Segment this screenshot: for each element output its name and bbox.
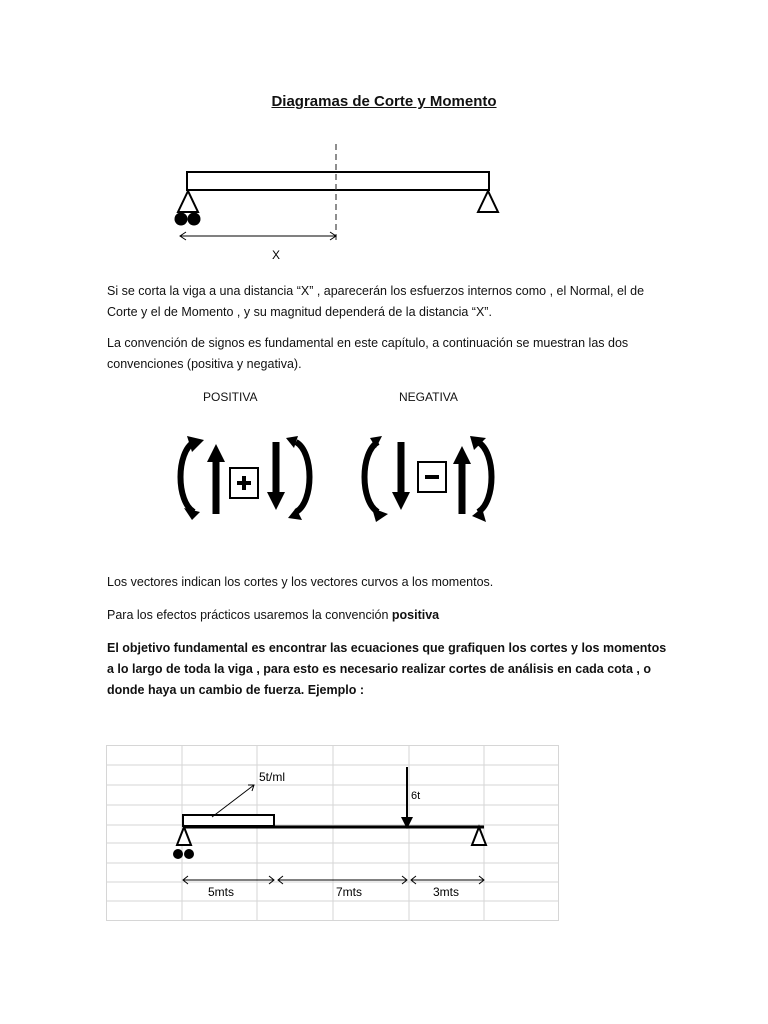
grid	[106, 745, 559, 921]
pin-support-right	[478, 191, 498, 212]
distributed-load-label: 5t/ml	[259, 770, 286, 784]
moment-arc-right	[478, 442, 492, 512]
pin-roller-support-left	[175, 191, 201, 226]
span-label-3: 3mts	[432, 885, 460, 899]
moment-arc-right	[296, 442, 310, 512]
distance-arrow	[180, 232, 336, 240]
example-beam-diagram	[106, 745, 561, 925]
paragraph-objective: El objetivo fundamental es encontrar las ecuaciones que grafiquen los cortes y los momentos a lo largo de toda la viga , para esto es necesario realizar cortes de análisis en cada cota , o donde haya un cambio de fuerza. Ejemplo :	[107, 641, 667, 697]
positive-convention-label: POSITIVA	[203, 390, 258, 404]
beam	[187, 172, 489, 190]
negative-convention-symbol	[365, 436, 492, 522]
negative-convention-label: NEGATIVA	[399, 390, 458, 404]
distributed-load-pointer	[212, 785, 254, 817]
span-label-1: 5mts	[207, 885, 235, 899]
moment-arc-left	[181, 442, 195, 512]
distance-label: X	[271, 248, 281, 262]
page-title: Diagramas de Corte y Momento	[271, 93, 497, 110]
paragraph-vectors: Los vectores indican los cortes y los vectores curvos a los momentos.	[107, 575, 494, 589]
beam-cut-diagram	[160, 140, 520, 270]
moment-arc-left	[365, 442, 379, 512]
paragraph-sign-convention: La convención de signos es fundamental en este capítulo, a continuación se muestran las dos convenciones (positiva y negativa).	[107, 336, 629, 371]
paragraph-cut-explanation: Si se corta la viga a una distancia “X” , aparecerán los esfuerzos internos como , el Normal, el de Corte y el de Momento , y su magnitud dependerá de la distancia “X”.	[107, 284, 645, 319]
span-label-2: 7mts	[335, 885, 363, 899]
positive-convention-symbol	[181, 436, 310, 520]
paragraph-convention-choice: Para los efectos prácticos usaremos la convención positiva	[107, 608, 440, 622]
distributed-load-block	[183, 815, 274, 826]
sign-convention-symbols	[170, 430, 510, 525]
point-load-label: 6t	[411, 790, 421, 802]
